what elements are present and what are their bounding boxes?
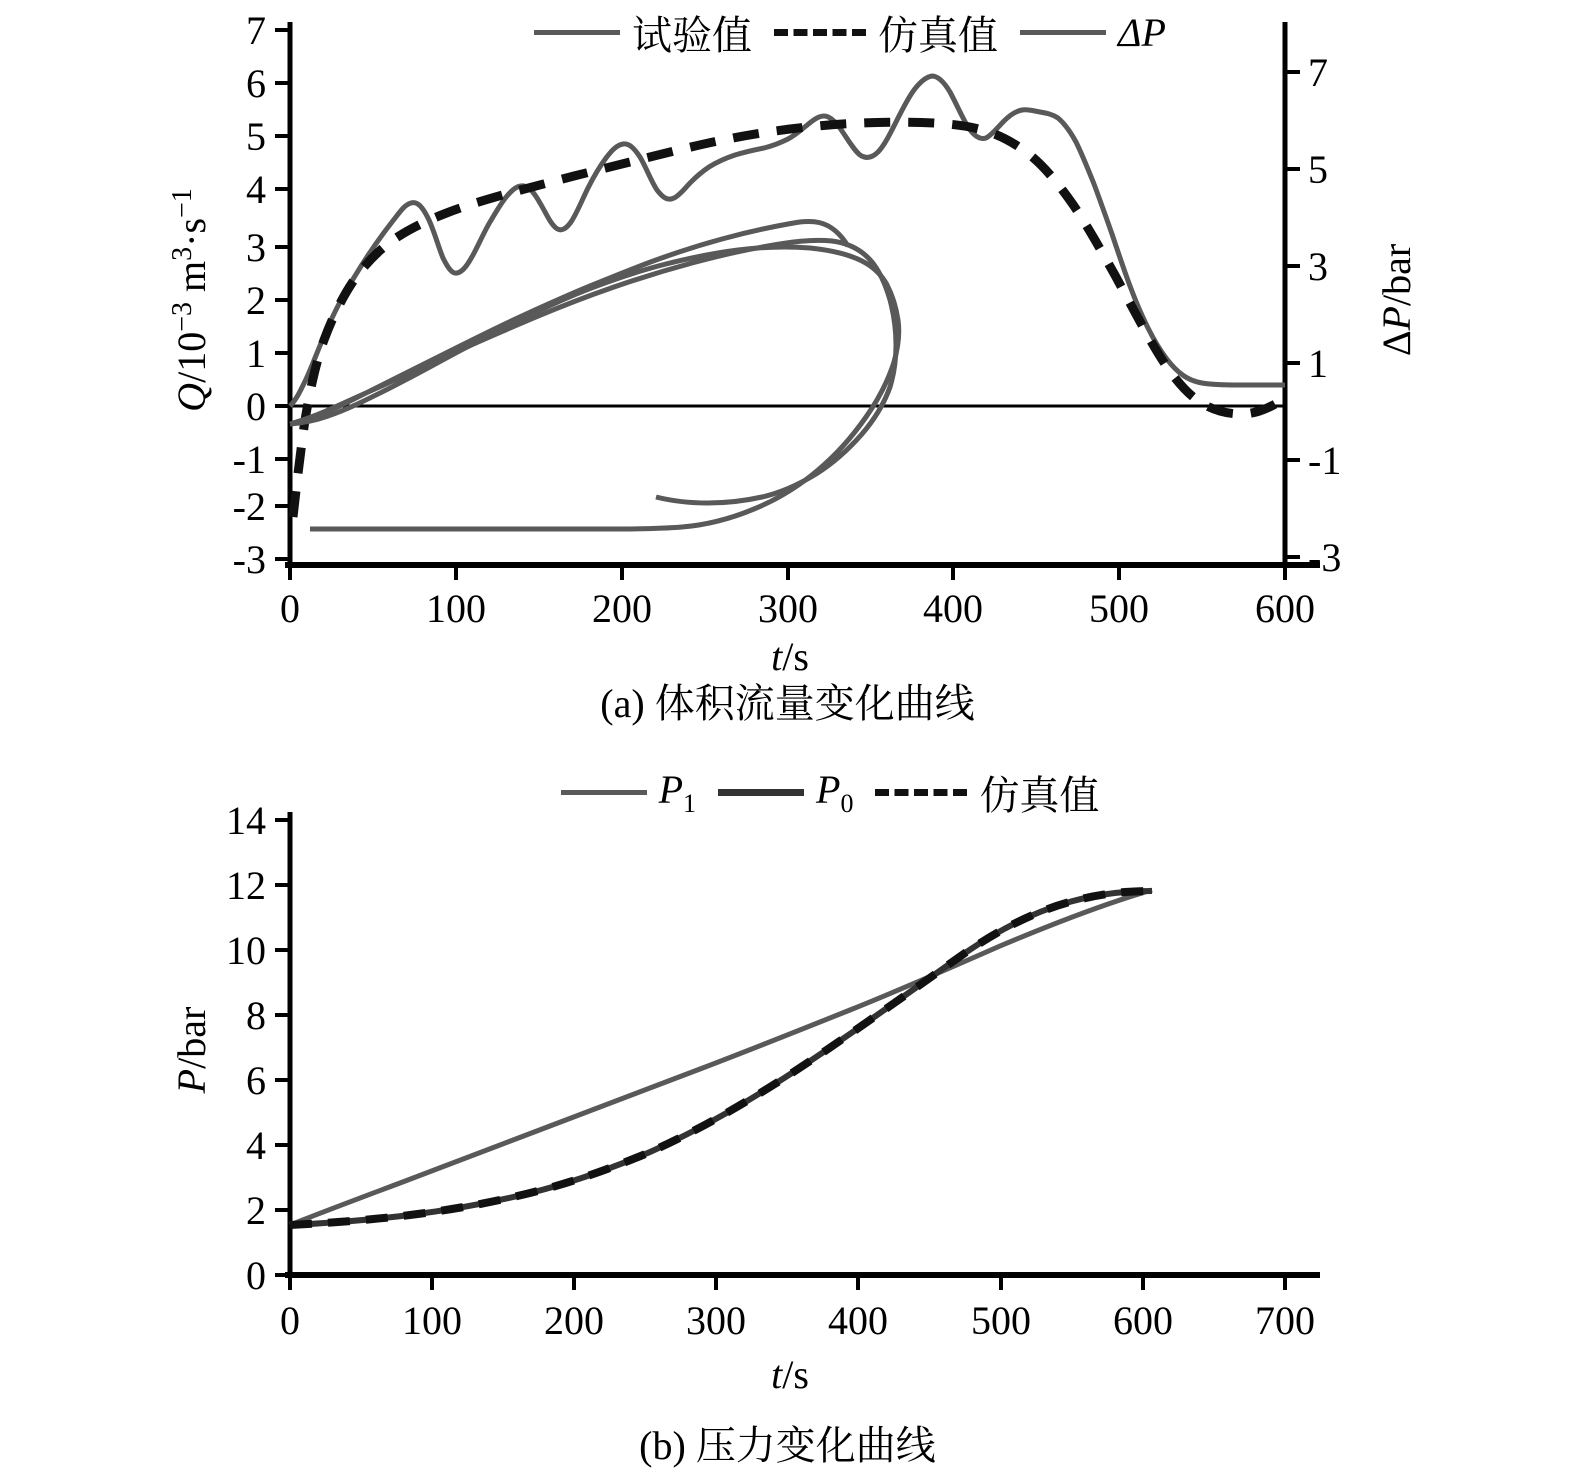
y-axis-label-panel-b: P/bar (169, 1006, 214, 1094)
y2-tick-1: 1 (1308, 341, 1328, 386)
yb-tick-4: 4 (246, 1123, 266, 1168)
chart-panel-b (0, 740, 1575, 1478)
xb-tick-300: 300 (686, 1298, 746, 1343)
legend-label-simulation: 仿真值 (878, 13, 999, 58)
xb-tick-0: 0 (280, 1298, 300, 1343)
y2-tick-5: 5 (1308, 147, 1328, 192)
y-tick-6: 6 (246, 61, 266, 106)
xb-tick-200: 200 (544, 1298, 604, 1343)
axes-panel-b (285, 812, 1320, 1275)
legend-label-simulation-b: 仿真值 (979, 773, 1100, 818)
y-tick-1: 1 (246, 331, 266, 376)
yb-tick-12: 12 (226, 863, 266, 908)
y-axis-tick-labels-panel-b (226, 798, 266, 1298)
y-tick-5: 5 (246, 114, 266, 159)
y2-tick-7: 7 (1308, 50, 1328, 95)
yb-tick-14: 14 (226, 798, 266, 843)
y-tick-0: 0 (246, 384, 266, 429)
panel-b-caption: (b) 压力变化曲线 (639, 1423, 936, 1468)
x-tick-500: 500 (1089, 586, 1149, 631)
x-tick-600: 600 (1255, 586, 1315, 631)
xb-tick-400: 400 (828, 1298, 888, 1343)
chart-svg-panel-b (0, 740, 1575, 1478)
legend-label-p0: $P_0$ (816, 767, 854, 818)
x-tick-0: 0 (280, 586, 300, 631)
x-axis-tick-labels-panel-a (280, 586, 1315, 631)
y-axis-tick-labels-right (1308, 50, 1341, 580)
x-tick-400: 400 (923, 586, 983, 631)
series-simulation-line (293, 122, 1285, 517)
y-axis-tick-labels-left (233, 8, 266, 582)
y-tick-3: 3 (246, 225, 266, 270)
y2-tick-neg1: -1 (1308, 438, 1342, 483)
y-tick-4: 4 (246, 167, 266, 212)
yb-tick-10: 10 (226, 928, 266, 973)
y-tick-neg2: -2 (232, 484, 266, 529)
yb-tick-0: 0 (246, 1253, 266, 1298)
y2-tick-neg3: -3 (1308, 535, 1342, 580)
xb-tick-700: 700 (1255, 1298, 1315, 1343)
y-tick-7: 7 (246, 8, 266, 53)
x-tick-100: 100 (426, 586, 486, 631)
x-tick-300: 300 (758, 586, 818, 631)
xb-tick-500: 500 (971, 1298, 1031, 1343)
x-tick-200: 200 (592, 586, 652, 631)
xb-tick-600: 600 (1113, 1298, 1173, 1343)
y-axis-label-panel-a: $Q/10^{-3}$ $m^3\cdot s^{-1}$ (167, 188, 214, 412)
y-tick-2: 2 (246, 278, 266, 323)
series-p1-line (290, 890, 1152, 1225)
legend-label-p1: $P_1$ (658, 767, 696, 818)
yb-tick-6: 6 (246, 1058, 266, 1103)
x-axis-label-panel-b: t/s (771, 1352, 809, 1397)
y-tick-neg1: -1 (232, 437, 266, 482)
series-delta-p-line (290, 221, 896, 503)
x-axis-tick-labels-panel-b (280, 1298, 1315, 1343)
panel-a-caption: (a) 体积流量变化曲线 (600, 681, 975, 726)
legend-label-experimental: 试验值 (632, 13, 753, 58)
yb-tick-2: 2 (246, 1188, 266, 1233)
yb-tick-8: 8 (246, 993, 266, 1038)
xb-tick-100: 100 (402, 1298, 462, 1343)
legend-label-delta-p: ΔP (1118, 10, 1166, 55)
y2-axis-label-panel-a: ΔP/bar (1374, 243, 1419, 357)
y-tick-neg3: -3 (232, 537, 266, 582)
x-axis-label-panel-a: t/s (771, 634, 809, 679)
y2-tick-3: 3 (1308, 244, 1328, 289)
